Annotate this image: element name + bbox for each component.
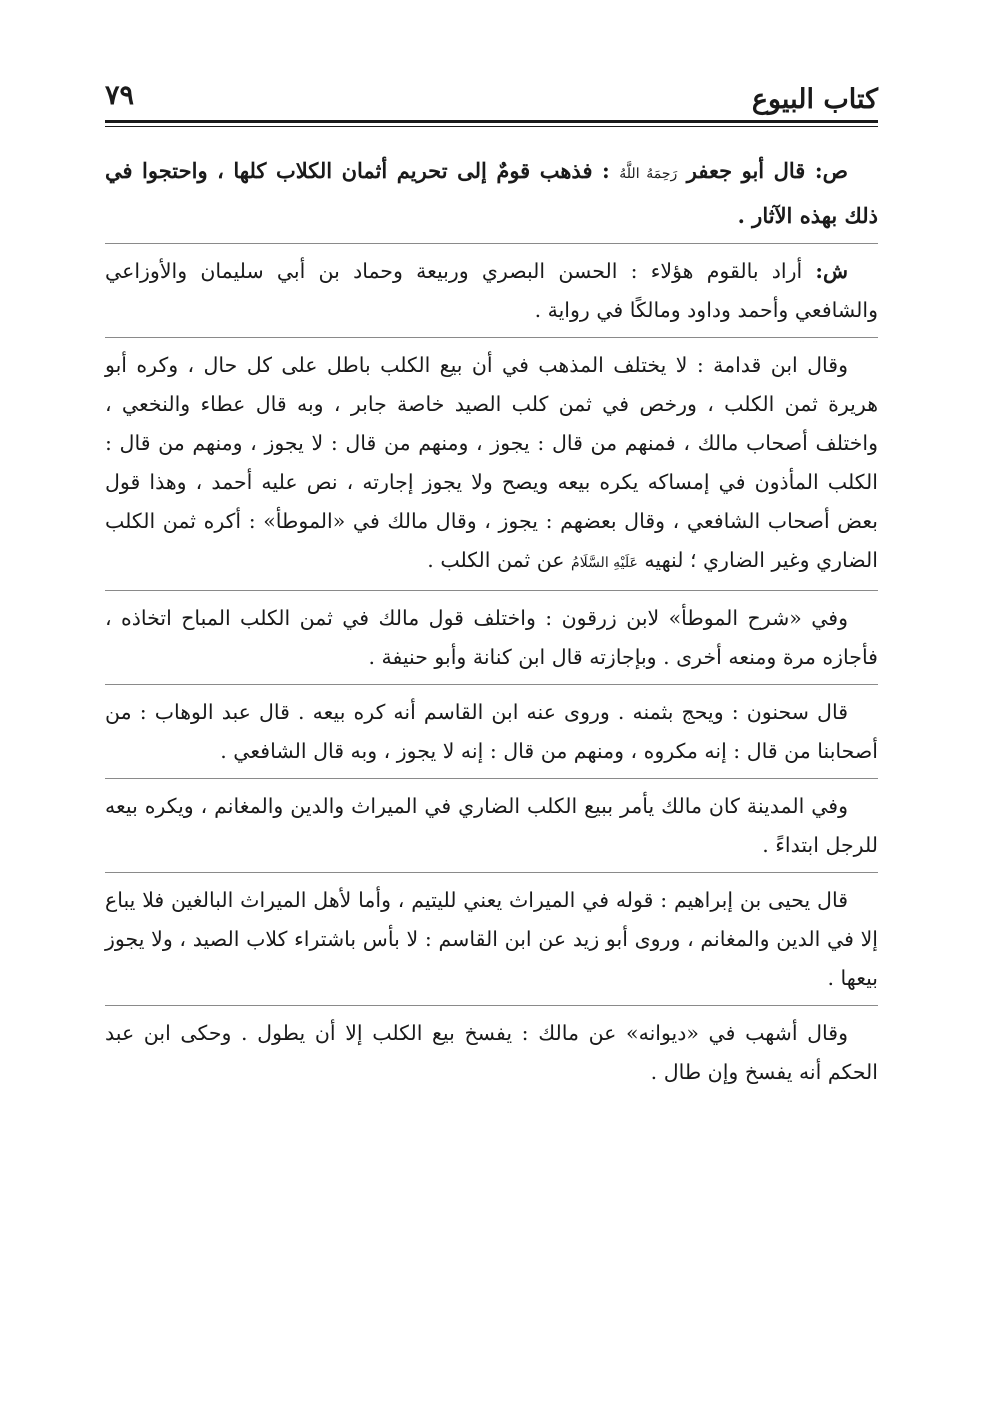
page-header <box>105 78 878 126</box>
sharh-text: أراد بالقوم هؤلاء : الحسن البصري وربيعة وحماد بن أبي سليمان والأوزاعي والشافعي وأحمد وداود ومالكًا في رواية . <box>105 259 878 322</box>
paragraph-text-part2: عن ثمن الكلب . <box>427 548 572 572</box>
section-divider <box>105 872 878 873</box>
section-divider <box>105 243 878 244</box>
paragraph-text: وقال أشهب في «ديوانه» عن مالك : يفسخ بيع الكلب إلا أن يطول . وحكى ابن عبد الحكم أنه يفسخ وإن طال . <box>105 1021 878 1084</box>
running-title: كتاب البيوع <box>751 84 878 115</box>
page-number: ٧٩ <box>105 80 135 111</box>
matn-label: ص: <box>814 158 848 183</box>
book-page <box>105 78 878 1373</box>
paragraph-text-part1: وقال ابن قدامة : لا يختلف المذهب في أن بيع الكلب باطل على كل حال ، وكره أبو هريرة ثمن الكلب ، ورخص في ثمن كلب الصيد خاصة جابر ، وبه قال عطاء والنخعي ، واختلف أصحاب مالك ، فمنهم من قال : يجوز ، ومنهم من قال : لا يجوز ، ومنهم من قال : الكلب المأذون في إمساكه يكره بيعه ويصح ولا يجوز إجارته ، نص عليه أحمد ، وهذا قول بعض أصحاب الشافعي ، وقال بعضهم : يجوز ، وقال مالك في «الموطأ» : أكره ثمن الكلب الضاري وغير الضاري ؛ لنهيه <box>105 353 878 572</box>
section-divider <box>105 778 878 779</box>
section-divider <box>105 337 878 338</box>
paragraph-ibn-qudama <box>105 346 878 583</box>
honorific-rahimahullah: رَحِمَهُ اللَّهُ <box>619 166 678 182</box>
paragraph-sharh-muwatta <box>105 599 878 677</box>
matn-text-part2: : فذهب قومٌ إلى تحريم أثمان الكلاب كلها ، واحتجوا في ذلك بهذه الآثار . <box>105 158 878 228</box>
section-divider <box>105 590 878 591</box>
paragraph-text: وفي المدينة كان مالك يأمر ببيع الكلب الضاري في الميراث والدين والمغانم ، ويكره بيعه للرجل ابتداءً . <box>105 794 878 857</box>
sharh-label: ش: <box>815 259 848 283</box>
paragraph-yahya <box>105 881 878 998</box>
paragraph-madina <box>105 787 878 865</box>
paragraph-text: قال سحنون : ويحج بثمنه . وروى عنه ابن القاسم أنه كره بيعه . قال عبد الوهاب : من أصحابنا من قال : إنه مكروه ، ومنهم من قال : إنه لا يجوز ، وبه قال الشافعي . <box>105 700 878 763</box>
matn-text-part1: قال أبو جعفر <box>677 158 815 183</box>
section-divider <box>105 1005 878 1006</box>
honorific-alayhi-salam: عَلَيْهِ السَّلَامُ <box>571 555 638 571</box>
paragraph-text: وفي «شرح الموطأ» لابن زرقون : واختلف قول مالك في ثمن الكلب المباح اتخاذه ، فأجازه مرة ومنعه أخرى . وبإجازته قال ابن كنانة وأبو حنيفة . <box>105 606 878 669</box>
matn-paragraph <box>105 150 878 236</box>
sharh-paragraph <box>105 252 878 330</box>
section-divider <box>105 684 878 685</box>
paragraph-ashhab <box>105 1014 878 1092</box>
paragraph-sahnun <box>105 693 878 771</box>
page-body <box>105 150 878 1092</box>
paragraph-text: قال يحيى بن إبراهيم : قوله في الميراث يعني لليتيم ، وأما لأهل الميراث البالغين فلا يباع إلا في الدين والمغانم ، وروى أبو زيد عن ابن القاسم : لا بأس باشتراء كلاب الصيد ، ولا يجوز بيعها . <box>105 888 878 990</box>
header-rule-thick <box>105 120 878 123</box>
header-rule-thin <box>105 126 878 127</box>
